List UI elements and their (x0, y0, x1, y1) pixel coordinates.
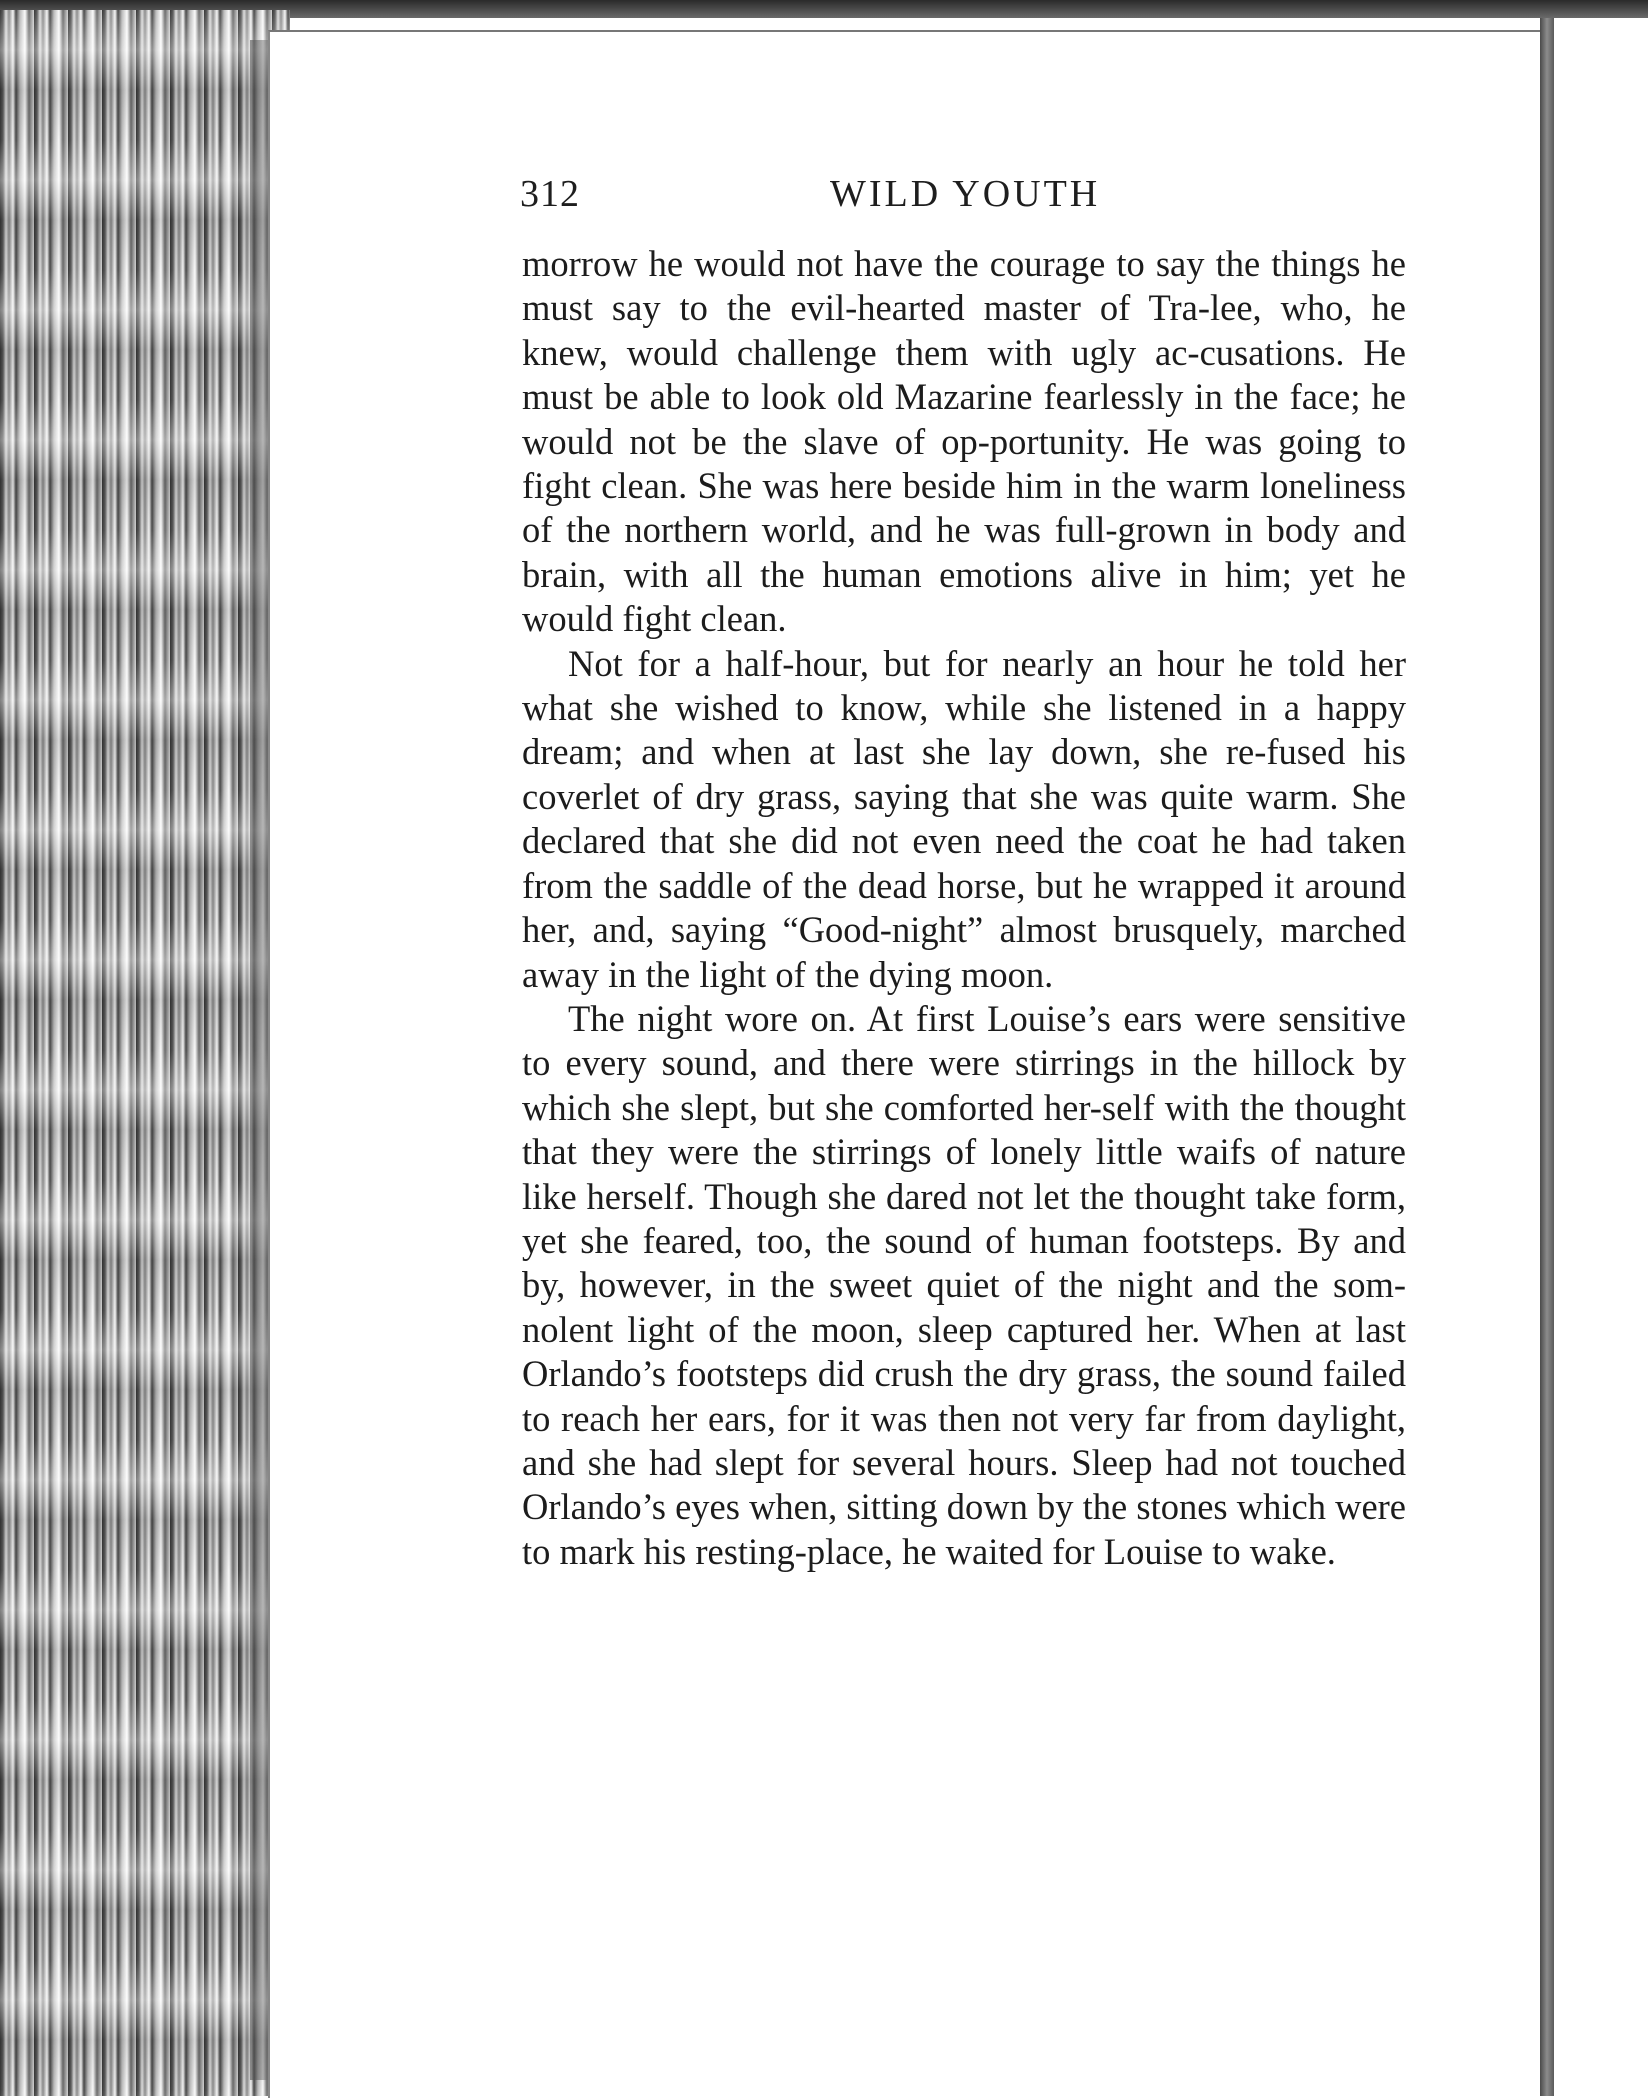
running-head (520, 172, 1408, 222)
page-number: 312 (520, 173, 580, 215)
paragraph-1: morrow he would not have the courage to say the things he must say to the evil-hearted master of Tra-lee, who, he knew, would challenge them with ugly ac-cusations. He must be able to look old Mazarine fearlessly in the face; he would not be the slave of op-portunity. He was going to fight clean. She was here beside him in the warm loneliness of the northern world, and he was full-grown in body and brain, with all the human emotions alive in him; yet he would fight clean. (522, 243, 1406, 640)
paragraph-3: The night wore on. At first Louise’s ears were sensitive to every sound, and there were stirrings in the hillock by which she slept, but she comforted her-self with the thought that they were the stirrings of lonely little waifs of nature like herself. Though she dared not let the thought take form, yet she feared, too, the sound of human footsteps. By and by, however, in the sweet quiet of the night and the som-nolent light of the moon, sleep captured her. When at last Orlando’s footsteps did crush the dry grass, the sound failed to reach her ears, for it was then not very far from daylight, and she had slept for several hours. Sleep had not touched Orlando’s eyes when, sitting down by the stones which were to mark his resting-place, he waited for Louise to wake. (522, 997, 1406, 1572)
body-text (522, 242, 1406, 1574)
paragraph-2: Not for a half-hour, but for nearly an hour he told her what she wished to know, while she listened in a happy dream; and when at last she lay down, she re-fused his coverlet of dry grass, saying that she was quite warm. She declared that she did not even need the coat he had taken from the saddle of the dead horse, but he wrapped it around her, and, saying “Good-night” almost brusquely, marched away in the light of the dying moon. (522, 642, 1406, 995)
facing-page-edge (1540, 18, 1648, 2096)
facing-page-edge-bar (1540, 18, 1554, 2096)
book-fore-edge (0, 10, 290, 2096)
running-title: WILD YOUTH (830, 173, 1101, 215)
